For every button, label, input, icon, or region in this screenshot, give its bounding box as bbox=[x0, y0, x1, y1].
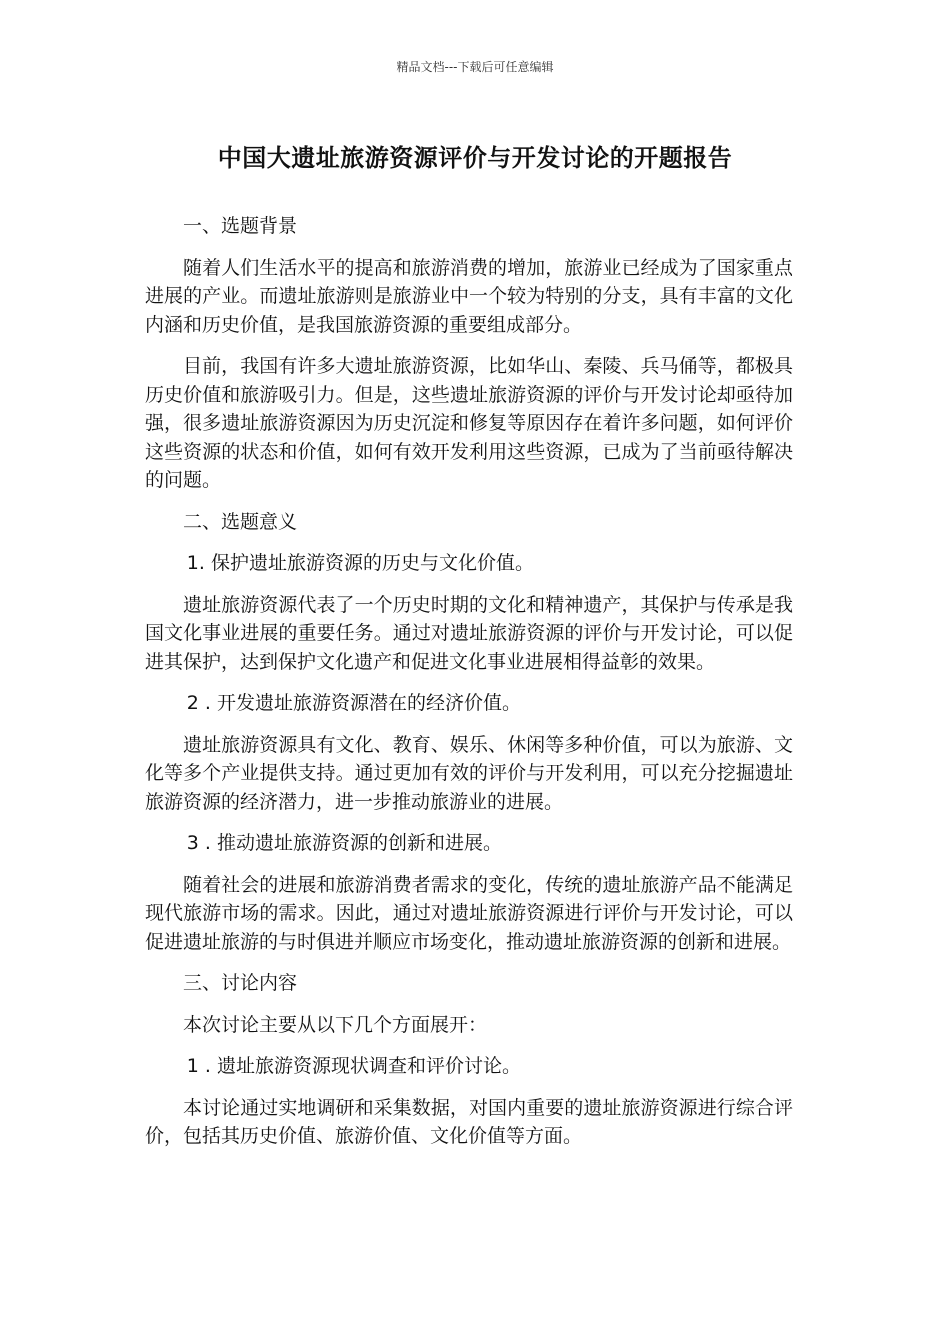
document-title: 中国大遗址旅游资源评价与开发讨论的开题报告 bbox=[217, 144, 733, 172]
numbered-item: 2 . 开发遗址旅游资源潜在的经济价值。 bbox=[186, 692, 522, 714]
numbered-item: 3 . 推动遗址旅游资源的创新和进展。 bbox=[186, 832, 503, 854]
paragraph: 目前，我国有许多大遗址旅游资源，比如华山、秦陵、兵马俑等，都极具历史价值和旅游吸引力。但是，这些遗址旅游资源的评价与开发讨论却亟待加强，很多遗址旅游资源因为历史沉淀和修复等原因存在着许多问题，如何评价这些资源的状态和价值，如何有效开发利用这些资源，已成为了当前亟待解决的问题。 bbox=[145, 355, 793, 491]
paragraph: 本讨论通过实地调研和采集数据，对国内重要的遗址旅游资源进行综合评价，包括其历史价值、旅游价值、文化价值等方面。 bbox=[145, 1096, 793, 1147]
paragraph: 遗址旅游资源代表了一个历史时期的文化和精神遗产，其保护与传承是我国文化事业进展的重要任务。通过对遗址旅游资源的评价与开发讨论，可以促进其保护，达到保护文化遗产和促进文化事业进展相得益彰的效果。 bbox=[145, 593, 793, 673]
paragraph: 随着社会的进展和旅游消费者需求的变化，传统的遗址旅游产品不能满足现代旅游市场的需求。因此，通过对遗址旅游资源进行评价与开发讨论，可以促进遗址旅游的与时俱进并顺应市场变化，推动遗址旅游资源的创新和进展。 bbox=[145, 873, 793, 953]
section-heading-background: 一、选题背景 bbox=[183, 215, 298, 237]
document-body bbox=[145, 212, 793, 1164]
section-heading-significance: 二、选题意义 bbox=[183, 510, 298, 533]
numbered-item: 1 . 遗址旅游资源现状调查和评价讨论。 bbox=[186, 1055, 522, 1077]
section-heading-content: 三、讨论内容 bbox=[183, 972, 298, 994]
numbered-item: 1. 保护遗址旅游资源的历史与文化价值。 bbox=[186, 552, 534, 574]
header-note: 精品文档---下载后可任意编辑 bbox=[396, 60, 554, 74]
paragraph: 随着人们生活水平的提高和旅游消费的增加，旅游业已经成为了国家重点进展的产业。而遗址旅游则是旅游业中一个较为特别的分支，具有丰富的文化内涵和历史价值，是我国旅游资源的重要组成部分。 bbox=[145, 256, 793, 336]
paragraph: 遗址旅游资源具有文化、教育、娱乐、休闲等多种价值，可以为旅游、文化等多个产业提供支持。通过更加有效的评价与开发利用，可以充分挖掘遗址旅游资源的经济潜力，进一步推动旅游业的进展。 bbox=[145, 733, 793, 813]
paragraph: 本次讨论主要从以下几个方面展开： bbox=[183, 1013, 488, 1036]
